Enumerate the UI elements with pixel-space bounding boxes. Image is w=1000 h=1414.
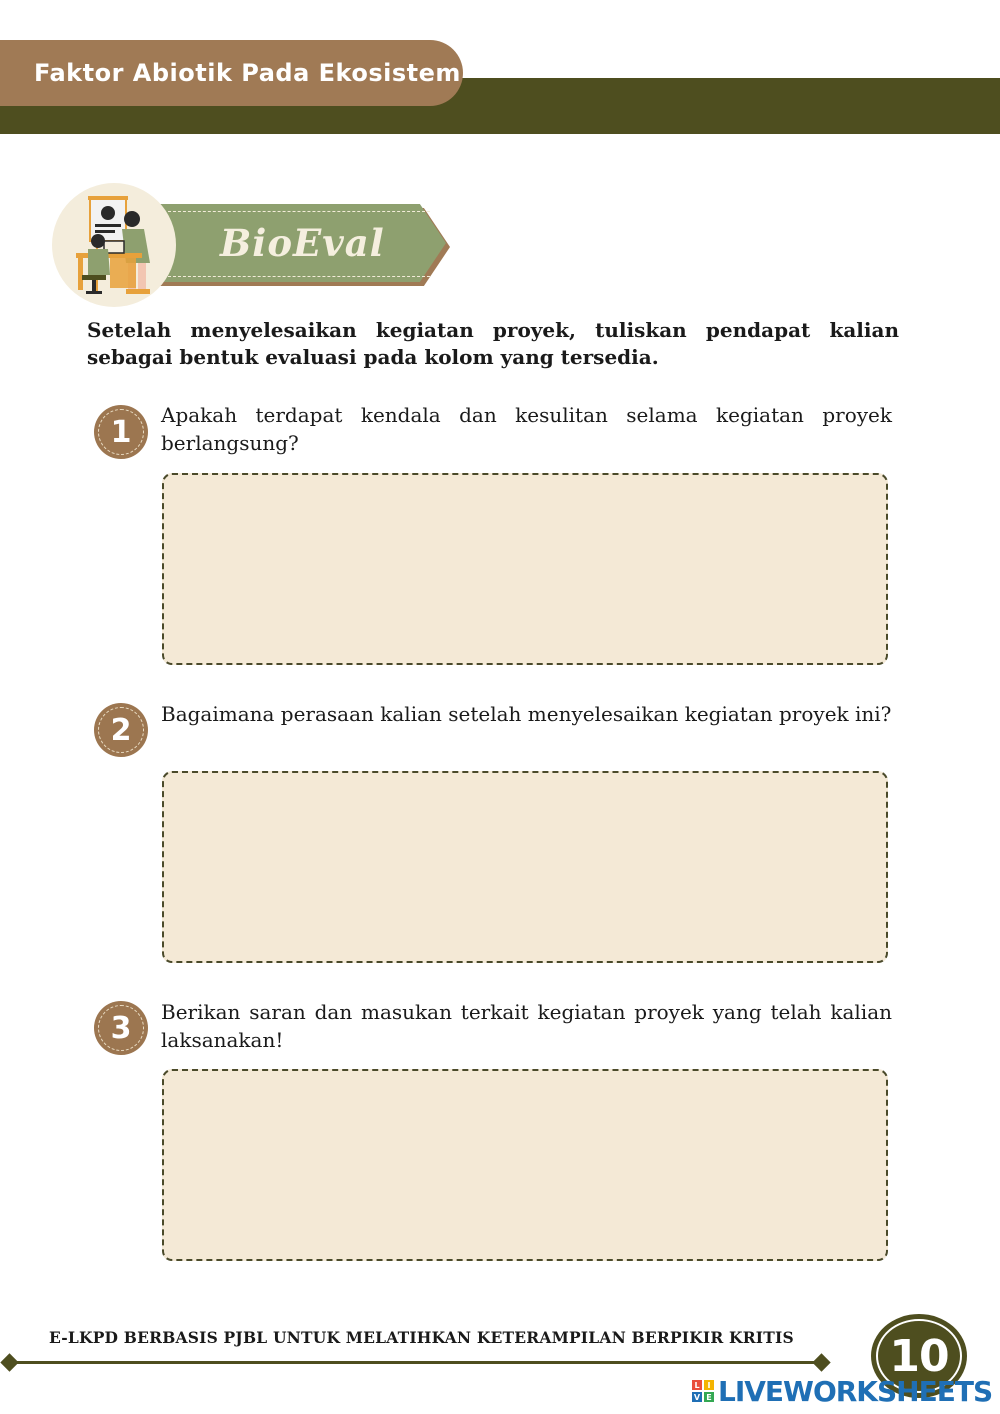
question-number-1: 1 bbox=[94, 405, 148, 459]
question-text-2: Bagaimana perasaan kalian setelah menyelesaikan kegiatan proyek ini? bbox=[161, 702, 892, 726]
footer-diamond-right bbox=[812, 1353, 830, 1371]
question-number-2: 2 bbox=[94, 703, 148, 757]
liveworksheets-logo[interactable] bbox=[692, 1375, 992, 1407]
liveworksheets-icon: L I V E bbox=[692, 1380, 714, 1402]
page-number: 10 bbox=[889, 1330, 949, 1382]
people-at-desk-icon bbox=[52, 183, 176, 307]
answer-box-3[interactable] bbox=[162, 1069, 888, 1261]
answer-box-2[interactable] bbox=[162, 771, 888, 963]
header-title-tab bbox=[0, 40, 463, 106]
question-text-3: Berikan saran dan masukan terkait kegiatan proyek yang telah kalian laksanakan! bbox=[161, 1000, 892, 1052]
badge-illustration bbox=[52, 183, 176, 307]
liveworksheets-text: LIVEWORKSHEETS bbox=[718, 1374, 993, 1408]
footer-text: E-LKPD BERBASIS PJBL UNTUK MELATIHKAN KETERAMPILAN BERPIKIR KRITIS bbox=[49, 1328, 794, 1347]
footer-diamond-left bbox=[0, 1353, 18, 1371]
section-badge bbox=[52, 183, 452, 309]
page-title: Faktor Abiotik Pada Ekosistem bbox=[34, 59, 461, 87]
question-number-3: 3 bbox=[94, 1001, 148, 1055]
answer-box-1[interactable] bbox=[162, 473, 888, 665]
instruction-text: Setelah menyelesaikan kegiatan proyek, tuliskan pendapat kalian sebagai bentuk evaluasi pada kolom yang tersedia. bbox=[87, 318, 899, 369]
footer-divider bbox=[12, 1361, 824, 1364]
badge-label: BioEval bbox=[220, 221, 385, 265]
question-text-1: Apakah terdapat kendala dan kesulitan selama kegiatan proyek berlangsung? bbox=[161, 403, 892, 455]
